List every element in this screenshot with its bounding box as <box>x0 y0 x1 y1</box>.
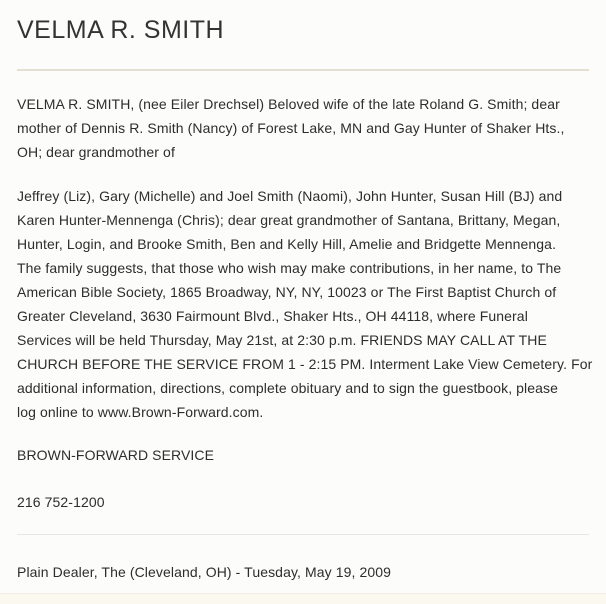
top-divider <box>17 69 589 71</box>
obituary-line: Greater Cleveland, 3630 Fairmount Blvd., Shaker Hts., OH 44118, where Funeral <box>17 308 528 324</box>
obituary-line: Karen Hunter-Mennenga (Chris); dear great grandmother of Santana, Brittany, Megan, <box>17 212 561 228</box>
obituary-line: Hunter, Login, and Brooke Smith, Ben and Kelly Hill, Amelie and Bridgette Mennenga. <box>17 236 557 252</box>
funeral-home-phone <box>17 490 589 514</box>
obituary-line: Jeffrey (Liz), Gary (Michelle) and Joel Smith (Naomi), John Hunter, Susan Hill (BJ) and <box>17 188 563 204</box>
obituary-line: The family suggests, that those who wish may make contributions, in her name, to The <box>17 260 562 276</box>
obituary-line: VELMA R. SMITH, (nee Eiler Drechsel) Beloved wife of the late Roland G. Smith; dear <box>17 96 560 112</box>
obituary-paragraph-intro <box>17 92 589 164</box>
page-title: VELMA R. SMITH <box>17 16 225 44</box>
obituary-line: additional information, directions, complete obituary and to sign the guestbook, please <box>17 380 559 396</box>
obituary-line: Plain Dealer, The (Cleveland, OH) - Tuesday, May 19, 2009 <box>17 564 392 580</box>
footer-band <box>0 593 606 604</box>
publication-source-line <box>17 560 589 584</box>
obituary-line: 216 752-1200 <box>17 494 105 510</box>
obituary-line: OH; dear grandmother of <box>17 144 175 160</box>
obituary-line: Services will be held Thursday, May 21st, at 2:30 p.m. FRIENDS MAY CALL AT THE <box>17 332 547 348</box>
obituary-line: American Bible Society, 1865 Broadway, NY, NY, 10023 or The First Baptist Church of <box>17 284 557 300</box>
bottom-divider <box>17 534 589 535</box>
obituary-paragraph-body <box>17 184 593 424</box>
obituary-line: CHURCH BEFORE THE SERVICE FROM 1 - 2:15 PM. Interment Lake View Cemetery. For <box>17 356 593 372</box>
funeral-home-name <box>17 443 589 467</box>
obituary-line: log online to www.Brown-Forward.com. <box>17 404 264 420</box>
obituary-line: BROWN-FORWARD SERVICE <box>17 447 215 463</box>
obituary-line: mother of Dennis R. Smith (Nancy) of Forest Lake, MN and Gay Hunter of Shaker Hts., <box>17 120 565 136</box>
